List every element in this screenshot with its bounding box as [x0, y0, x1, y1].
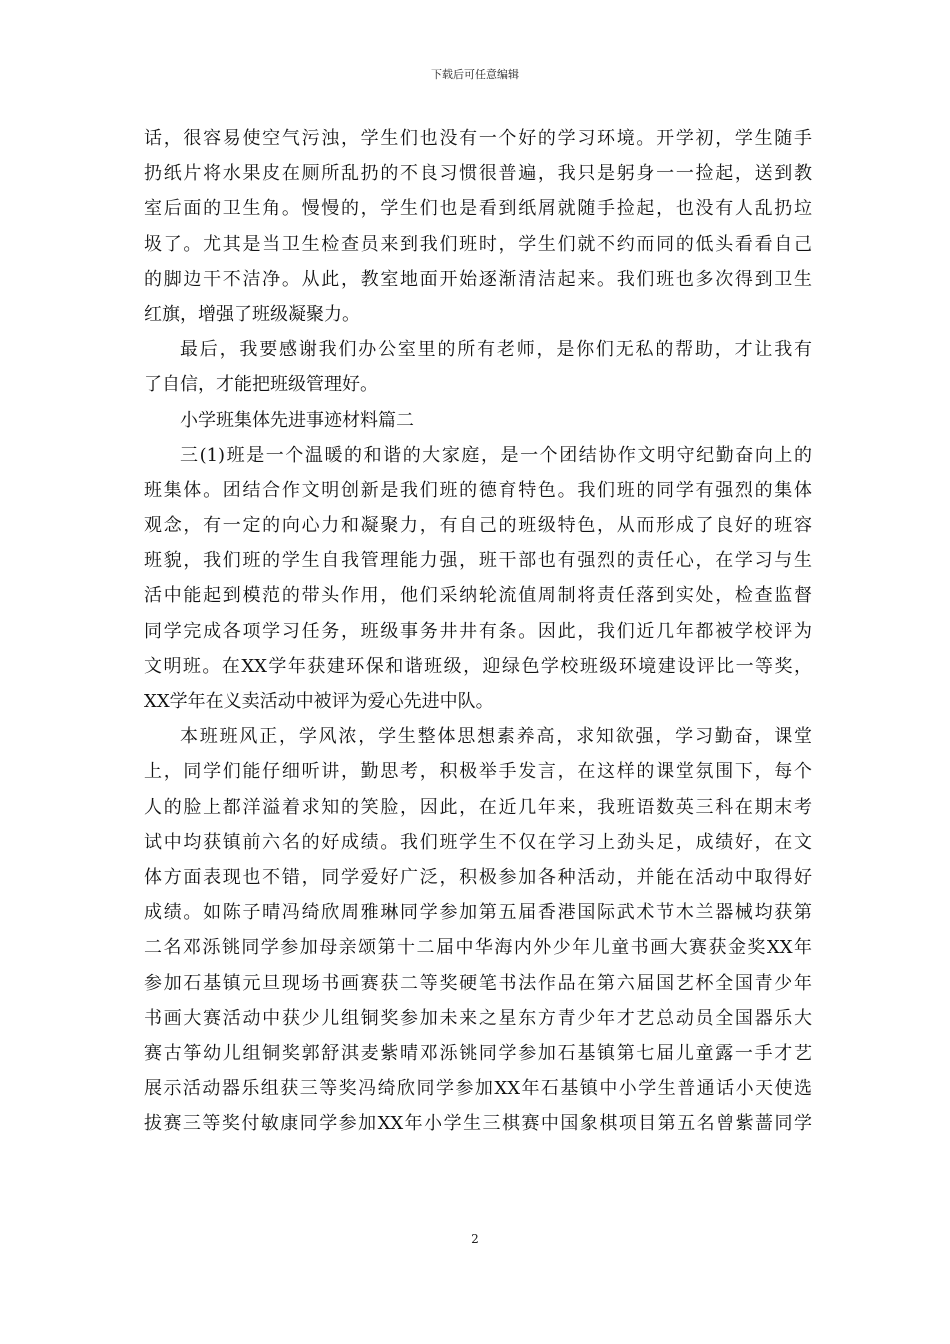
text-line: 文明班。在XX学年获建环保和谐班级，迎绿色学校班级环境建设评比一等奖， [144, 655, 812, 677]
text-line: 体方面表现也不错，同学爱好广泛，积极参加各种活动，并能在活动中取得好 [144, 866, 812, 888]
text-line: 上，同学们能仔细听讲，勤思考，积极举手发言，在这样的课堂氛围下，每个 [144, 761, 812, 783]
section-heading: 小学班集体先进事迹材料篇二 [180, 409, 414, 431]
text-line: 二名邓泺铫同学参加母亲颂第十二届中华海内外少年儿童书画大赛获金奖XX年 [144, 937, 812, 959]
text-line: 圾了。尤其是当卫生检查员来到我们班时，学生们就不约而同的低头看看自己 [144, 233, 812, 255]
document-body [144, 121, 812, 1141]
text-line: 话，很容易使空气污浊，学生们也没有一个好的学习环境。开学初，学生随手 [144, 128, 812, 149]
page-header: 下载后可任意编辑 [431, 68, 519, 81]
text-line: 试中均获镇前六名的好成绩。我们班学生不仅在学习上劲头足，成绩好，在文 [144, 831, 812, 853]
text-line: 最后，我要感谢我们办公室里的所有老师，是你们无私的帮助，才让我有 [180, 339, 812, 361]
text-line: 观念，有一定的向心力和凝聚力，有自己的班级特色，从而形成了良好的班容 [144, 515, 812, 537]
text-line: 本班班风正，学风浓，学生整体思想素养高，求知欲强，学习勤奋，课堂 [180, 726, 812, 748]
text-line: 参加石基镇元旦现场书画赛获二等奖硬笔书法作品在第六届国艺杯全国青少年 [144, 972, 812, 994]
text-line: 扔纸片将水果皮在厕所乱扔的不良习惯很普遍，我只是躬身一一捡起，送到教 [144, 163, 812, 185]
text-line: 成绩。如陈子晴冯绮欣周雅琳同学参加第五届香港国际武术节木兰器械均获第 [144, 902, 812, 924]
text-line: 赛古筝幼儿组铜奖郭舒淇麦紫晴邓泺铫同学参加石基镇第七届儿童露一手才艺 [144, 1042, 812, 1064]
text-line: 班集体。团结合作文明创新是我们班的德育特色。我们班的同学有强烈的集体 [144, 479, 812, 501]
text-line: 活中能起到模范的带头作用，他们采纳轮流值周制将责任落到实处，检查监督 [144, 585, 812, 607]
text-line: 室后面的卫生角。慢慢的，学生们也是看到纸屑就随手捡起，也没有人乱扔垃 [144, 198, 812, 220]
text-line: 了自信，才能把班级管理好。 [144, 374, 378, 396]
text-line: 书画大赛活动中获少儿组铜奖参加未来之星东方青少年才艺总动员全国器乐大 [144, 1007, 812, 1029]
text-line: 三(1)班是一个温暖的和谐的大家庭，是一个团结协作文明守纪勤奋向上的 [180, 444, 812, 466]
text-line: 展示活动器乐组获三等奖冯绮欣同学参加XX年石基镇中小学生普通话小天使选 [144, 1078, 812, 1100]
text-line: 同学完成各项学习任务，班级事务井井有条。因此，我们近几年都被学校评为 [144, 620, 812, 642]
text-line: 的脚边干不洁净。从此，教室地面开始逐渐清洁起来。我们班也多次得到卫生 [144, 268, 812, 290]
text-line: 班貌，我们班的学生自我管理能力强，班干部也有强烈的责任心，在学习与生 [144, 550, 812, 572]
text-line: 红旗，增强了班级凝聚力。 [144, 303, 360, 325]
text-line: 人的脸上都洋溢着求知的笑脸，因此，在近几年来，我班语数英三科在期末考 [144, 796, 812, 818]
text-line: 拔赛三等奖付敏康同学参加XX年小学生三棋赛中国象棋项目第五名曾紫蔷同学 [144, 1113, 812, 1135]
page-number: 2 [471, 1232, 479, 1246]
text-line: XX学年在义卖活动中被评为爱心先进中队。 [144, 691, 494, 712]
